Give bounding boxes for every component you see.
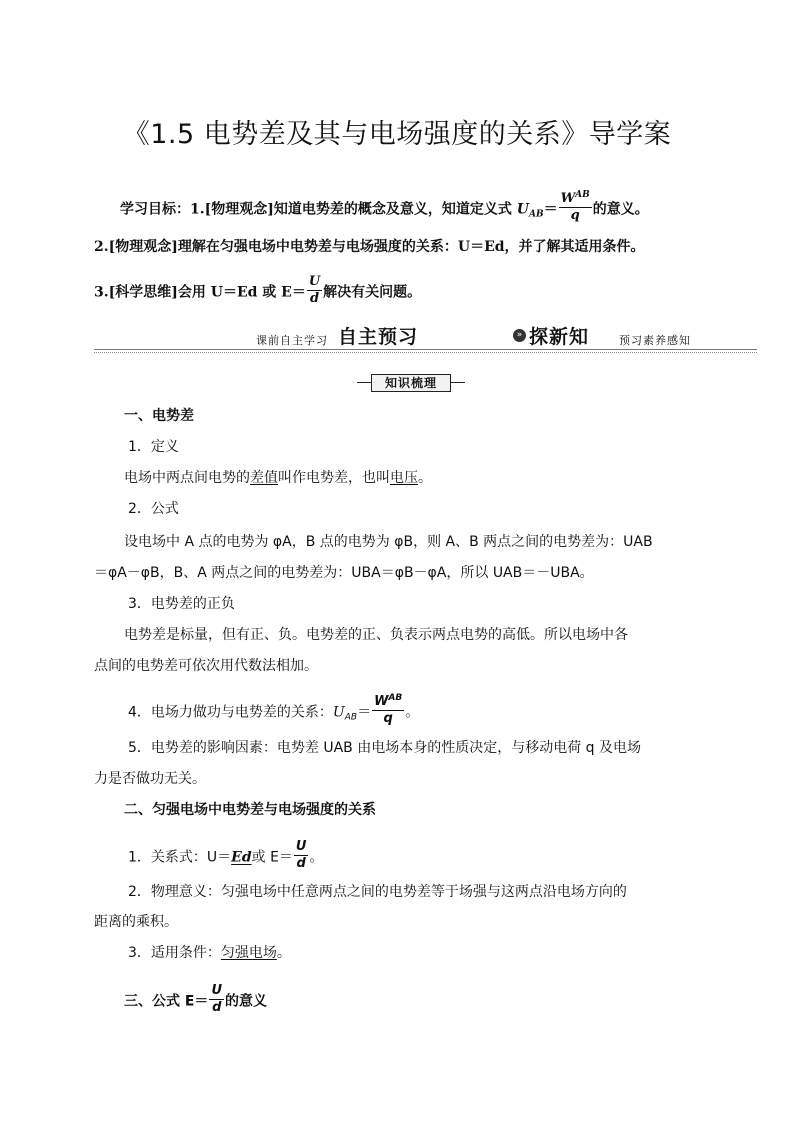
math-symbol: W bbox=[374, 694, 389, 709]
objective-line-3 bbox=[94, 276, 421, 309]
subheading-definition: 1．定义 bbox=[128, 439, 179, 455]
math-symbol: W bbox=[560, 191, 576, 206]
fraction-w-over-q bbox=[372, 694, 404, 727]
section-heading-1: 一、电势差 bbox=[124, 408, 194, 424]
sign-line-1: 电势差是标量，但有正、负。电势差的正、负表示两点电势的高低。所以电场中各 bbox=[124, 627, 628, 643]
math-symbol: U bbox=[516, 201, 529, 218]
factors-line-2: 力是否做功无关。 bbox=[94, 771, 206, 787]
objective-3-suffix: 解决有关问题。 bbox=[323, 284, 422, 301]
banner-main-1: 自主预习 bbox=[338, 326, 419, 348]
banner-right-text: 预习素养感知 bbox=[619, 334, 691, 347]
sign-line-2: 点间的电势差可依次用代数法相加。 bbox=[94, 658, 318, 674]
underlined-answer: Ed bbox=[231, 849, 252, 866]
math-symbol: U bbox=[332, 704, 345, 721]
objective-line-1: 学习目标：1.[物理观念]知道电势差的概念及意义，知道定义式 $U_{AB}=$ $\frac{W^{AB}}{q}$ 的意义。 bbox=[120, 190, 649, 223]
math-symbol: U bbox=[308, 274, 321, 289]
fraction-u-over-d bbox=[209, 983, 224, 1016]
math-symbol: d bbox=[296, 856, 306, 871]
text: 三、公式 E＝ bbox=[124, 993, 209, 1010]
text: 或 E＝ bbox=[251, 849, 293, 866]
meaning-line-2: 距离的乘积。 bbox=[94, 914, 178, 930]
work-relation-line: 4．电场力做功与电势差的关系：$U_{AB}=$ $\frac{W^{AB}}{q}$ 。 bbox=[128, 693, 420, 726]
formula-line-1: 设电场中 A 点的电势为 φA，B 点的电势为 φB，则 A、B 两点之间的电势差为：UAB bbox=[124, 534, 653, 550]
subheading-formula: 2．公式 bbox=[128, 501, 179, 517]
math-symbol: d bbox=[212, 1000, 222, 1015]
text: 。 bbox=[405, 704, 420, 721]
text: 。 bbox=[276, 945, 291, 961]
banner-left-text: 课前自主学习 bbox=[256, 334, 328, 347]
text: 。 bbox=[309, 849, 324, 866]
fraction-u-over-d bbox=[307, 274, 322, 307]
math-symbol: U bbox=[295, 839, 307, 854]
math-symbol: q bbox=[383, 711, 393, 726]
factors-line-1: 5．电势差的影响因素：电势差 UAB 由电场本身的性质决定，与移动电荷 q 及电场 bbox=[128, 740, 642, 756]
banner-main-2: 探新知 bbox=[529, 326, 590, 348]
objective-3-text: 3.[科学思维]会用 U＝Ed 或 E＝ bbox=[94, 284, 306, 301]
meaning-line-1: 2．物理意义：匀强电场中任意两点之间的电势差等于场强与这两点沿电场方向的 bbox=[128, 884, 627, 900]
math-symbol: U bbox=[211, 983, 222, 998]
math-superscript: AB bbox=[575, 190, 590, 200]
math-symbol: d bbox=[309, 291, 320, 306]
math-subscript: AB bbox=[344, 712, 358, 723]
underlined-answer: 匀强电场 bbox=[220, 945, 277, 961]
divider bbox=[94, 352, 757, 353]
relation-formula-line bbox=[128, 841, 323, 874]
section-heading-2: 二、匀强电场中电势差与电场强度的关系 bbox=[124, 802, 376, 818]
section-banner bbox=[94, 320, 757, 356]
page-title: 《1.5 电势差及其与电场强度的关系》导学案 bbox=[122, 119, 672, 150]
text: 4．电场力做功与电势差的关系： bbox=[128, 704, 333, 721]
underlined-answer: 电压 bbox=[390, 470, 418, 486]
text: 3．适用条件： bbox=[128, 945, 221, 961]
objective-line-2: 2.[物理观念]理解在匀强电场中电势差与电场强度的关系：U＝Ed，并了解其适用条件。 bbox=[94, 239, 645, 255]
math-symbol: q bbox=[570, 208, 580, 223]
double-chevron-icon: » bbox=[513, 329, 526, 342]
text: 叫作电势差，也叫 bbox=[278, 470, 390, 486]
objective-1-text: 学习目标：1.[物理观念]知道电势差的概念及意义，知道定义式 bbox=[120, 201, 517, 218]
definition-text bbox=[124, 468, 432, 488]
subheading-sign: 3．电势差的正负 bbox=[128, 596, 235, 612]
math-superscript: AB bbox=[388, 693, 403, 703]
section-heading-3 bbox=[124, 985, 267, 1018]
text: 1．关系式：U＝ bbox=[128, 849, 232, 866]
underlined-answer: 差值 bbox=[250, 470, 278, 486]
fraction-u-over-d bbox=[294, 839, 309, 872]
divider bbox=[94, 349, 757, 350]
math-subscript: AB bbox=[528, 209, 544, 220]
formula-line-2: ＝φA－φB，B、A 两点之间的电势差为：UBA＝φB－φA，所以 UAB＝－UBA。 bbox=[94, 565, 594, 581]
text: 。 bbox=[418, 470, 432, 486]
conditions-line bbox=[128, 943, 291, 963]
knowledge-tag bbox=[357, 374, 465, 392]
fraction-w-over-q bbox=[559, 191, 592, 224]
objective-1-suffix: 的意义。 bbox=[592, 201, 649, 218]
text: 的意义 bbox=[225, 993, 267, 1010]
tag-label: 知识梳理 bbox=[384, 376, 437, 390]
text: 电场中两点间电势的 bbox=[124, 470, 250, 486]
